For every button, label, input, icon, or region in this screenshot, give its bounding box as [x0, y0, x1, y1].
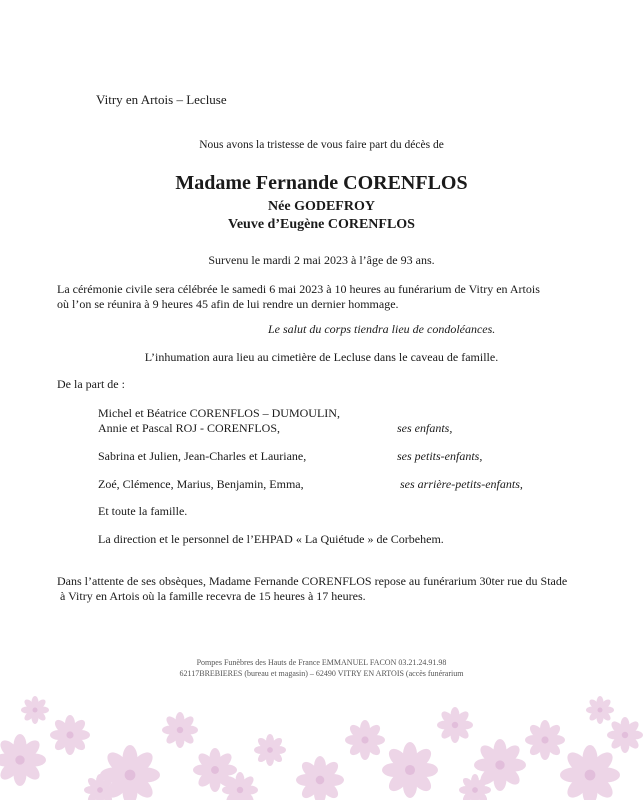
- footer-line-2: 62117BREBIERES (bureau et magasin) – 62490 VITRY EN ARTOIS (accès funérarium: [179, 669, 464, 678]
- ceremony-line-2: où l’on se réunira à 9 heures 45 afin de lui rendre un dernier hommage.: [57, 297, 399, 311]
- family-line-3: Sabrina et Julien, Jean-Charles et Lauriane,: [98, 449, 307, 463]
- attente-text: [57, 574, 567, 604]
- ceremony-text: [57, 282, 540, 312]
- maiden-name: Née GODEFROY: [268, 199, 375, 214]
- ceremony-line-1: La cérémonie civile sera célébrée le samedi 6 mai 2023 à 10 heures au funérarium de Vitry en Artois: [57, 282, 540, 296]
- place-heading: Vitry en Artois – Lecluse: [96, 92, 227, 107]
- relation-grandchildren: ses petits-enfants,: [397, 449, 483, 463]
- family-line-2: Annie et Pascal ROJ - CORENFLOS,: [98, 421, 280, 435]
- inhumation-text: L’inhumation aura lieu au cimetière de Lecluse dans le caveau de famille.: [144, 350, 499, 364]
- relation-children: ses enfants,: [397, 421, 453, 435]
- attente-line-1: Dans l’attente de ses obsèques, Madame Fernande CORENFLOS repose au funérarium 30ter rue du Stade: [57, 574, 568, 588]
- intro-text: Nous avons la tristesse de vous faire part du décès de: [199, 139, 444, 151]
- family-line-1: Michel et Béatrice CORENFLOS – DUMOULIN,: [98, 406, 340, 420]
- attente-line-2: à Vitry en Artois où la famille recevra de 15 heures à 17 heures.: [57, 589, 366, 603]
- death-date: Survenu le mardi 2 mai 2023 à l’âge de 93 ans.: [208, 253, 435, 267]
- footer-line-1: Pompes Funèbres des Hauts de France EMMANUEL FACON 03.21.24.91.98: [196, 658, 447, 667]
- salut-text: Le salut du corps tiendra lieu de condoléances.: [268, 322, 496, 336]
- relation-great-grandchildren: ses arrière-petits-enfants,: [400, 477, 523, 491]
- family-line-5: Et toute la famille.: [98, 504, 188, 518]
- family-line-4: Zoé, Clémence, Marius, Benjamin, Emma,: [98, 477, 304, 491]
- widow-of: Veuve d’Eugène CORENFLOS: [228, 217, 415, 232]
- deceased-name: Madame Fernande CORENFLOS: [175, 172, 468, 194]
- funeral-home-footer: [0, 657, 643, 679]
- family-intro: De la part de :: [57, 377, 125, 391]
- family-line-6: La direction et le personnel de l’EHPAD « La Quiétude » de Corbehem.: [98, 532, 444, 546]
